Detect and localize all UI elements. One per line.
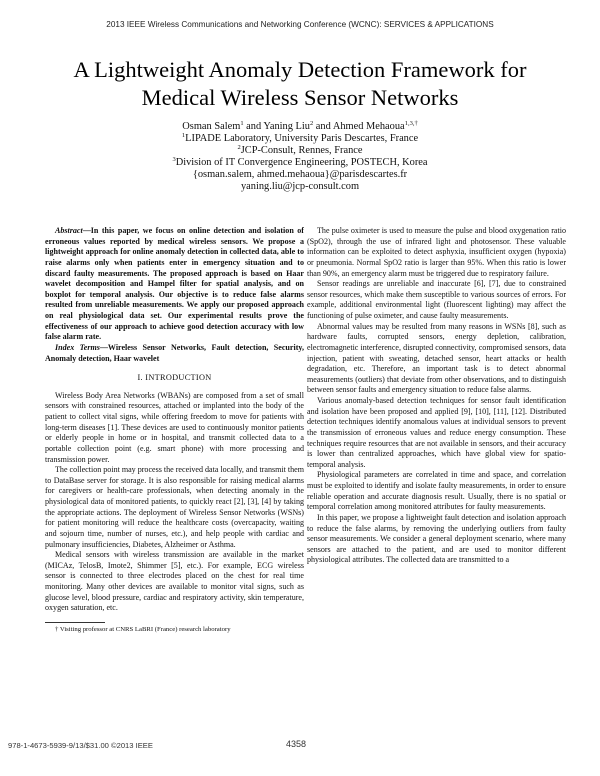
paragraph: The collection point may process the received data locally, and transmit them to DataBase server for storage. It is also responsible for raising medical alarms for caregivers or health-care professionals, when detecting anomaly in the physiological data of monitored patients, to quickly react [2], [3], [4] by taking the appropriate actions. The deployment of Wireless Sensor Networks (WSNs) for patient monitoring will reduce the healthcare costs (overcapacity, waiting and sojourn time, number of nurses, etc.), and help people with cardiac and pulmonary insufficiencies, Diabetes, Alzheimer or Asthma. <box>45 465 304 549</box>
abstract <box>45 226 304 343</box>
paragraph: Physiological parameters are correlated in time and space, and correlation must be exploited to identify and isolate faulty measurements, in order to ensure reliable operation and accurate diagnosis result. Usually, there is no spatial or temporal correlation among monitored attributes for faulty measurements. <box>307 470 566 512</box>
paragraph: Wireless Body Area Networks (WBANs) are composed from a set of small sensors with constrained resources, attached or implanted into the body of the patient to collect vital signs, while offering freedom to move for patients with long-term diseases [1]. These devices are used to continuously monitor patients or elderly people in home or in hospital, and transmit collected data to a portable collection point (e.g. smart phone) with more processing and transmission power. <box>45 390 304 464</box>
email-line-2: yaning.liu@jcp-consult.com <box>240 181 360 193</box>
copyright-footer: 978-1-4673-5939-9/13/$31.00 ©2013 IEEE <box>8 741 153 750</box>
footnote: † Visiting professor at CNRS LaBRI (France) research laboratory <box>55 625 231 633</box>
paragraph: Various anomaly-based detection techniques for sensor fault identification and isolation have been proposed and applied [9], [10], [11], [12]. Distributed detection techniques identify anomalous values at individual sensors to prevent the transmission of erroneous values and reduce energy consumption. These techniques require resources that are not available in sensors, and their accuracy is lower than centralized approaches, which have global view for spatio-temporal analysis. <box>307 396 566 469</box>
paragraph: Abnormal values may be resulted from many reasons in WSNs [8], such as hardware faults, corrupted sensors, energy depletion, calibration, electromagnetic interference, disrupted connectivity, compromised sensors, data injection, patient with sweating, detached sensor, heart attacks or health degradation, etc. Therefore, an important task is to detect abnormal measurements (outliers) that deviate from other observations, and to distinguish between sensor faults and emergency situation to reduce false alarms. <box>307 321 566 395</box>
paragraph: The pulse oximeter is used to measure the pulse and blood oxygenation ratio (SpO2), through the use of infrared light and photosensor. These valuable information can be exploited to detect asphyxia, insufficient oxygen (hypoxia) or pneumonia. Normal SpO2 ratio is larger than 95%. When this ratio is lower than 90%, an emergency alarm must be triggered due to respiratory failure. <box>307 226 566 278</box>
footnote-divider <box>45 622 105 623</box>
paper-title: A Lightweight Anomaly Detection Framework for Medical Wireless Sensor Networks <box>73 57 527 110</box>
affiliation-1: $^1$LIPADE Laboratory, University Paris Descartes, France <box>181 132 419 145</box>
abstract-lead: Abstract <box>55 226 83 235</box>
email-line-1: {osman.salem, ahmed.mehaoua}@parisdescartes.fr <box>192 169 408 181</box>
affiliation-2: $^2$JCP-Consult, Rennes, France <box>237 144 363 157</box>
affiliation-3: $^3$Division of IT Convergence Engineering, POSTECH, Korea <box>172 156 428 169</box>
index-terms: Index Terms—Wireless Sensor Networks, Fault detection, Security, Anomaly detection, Haar wavelet <box>45 342 304 363</box>
left-column <box>45 226 304 634</box>
author-block <box>100 121 500 194</box>
author-names: Osman Salem$^1$ and Yaning Liu$^2$ and Ahmed Mehaoua$^{1,3,\dagger}$ <box>182 120 418 132</box>
section-heading: I. INTRODUCTION <box>137 373 212 383</box>
paragraph: Medical sensors with wireless transmission are available in the market (MICAz, TelosB, Imote2, Shimmer [5], etc.). For example, ECG wireless sensor is connected to three electrodes placed on the chest for real time monitoring. Many other devices are available to monitor vital signs, such as glucose level, blood pressure, cardiac and respiratory activity, skin temperature, oxygen saturation, etc. <box>45 550 304 613</box>
abstract-text: —In this paper, we focus on online detection and isolation of erroneous values reported by medical wireless sensors. We propose a lightweight approach for online anomaly detection in collected data, able to raise alarms only when patients enter in emergency situation and to discard faulty measurements. The proposed approach is based on Haar wavelet decomposition and Hampel filter for spatial analysis, and on boxplot for temporal analysis. Our objective is to reduce false alarms resulted from unreliable measurements. We apply our proposed approach on real physiological data set. Our experimental results prove the effectiveness of our approach to achieve good detection accuracy with low false alarm rate. <box>45 226 304 342</box>
paragraph: In this paper, we propose a lightweight fault detection and isolation approach to reduce the false alarms, by removing the underlying outliers from faulty sensor measurements. We consider a general deployment scenario, where many sensors are attached to the patient, and are used to monitor different physiological attributes. The collected data are transmitted to a <box>307 512 566 565</box>
page-number: 4358 <box>286 739 307 749</box>
conference-header: 2013 IEEE Wireless Communications and Networking Conference (WCNC): SERVICES & APPLICATIONS <box>106 20 494 29</box>
right-column <box>307 226 566 566</box>
paragraph: Sensor readings are unreliable and inaccurate [6], [7], due to constrained sensor resources, which make them susceptible to various sources of errors. For example, additional environmental light (fluorescent lighting) may affect the functioning of pulse oximeter, and cause faulty measurements. <box>307 279 566 320</box>
